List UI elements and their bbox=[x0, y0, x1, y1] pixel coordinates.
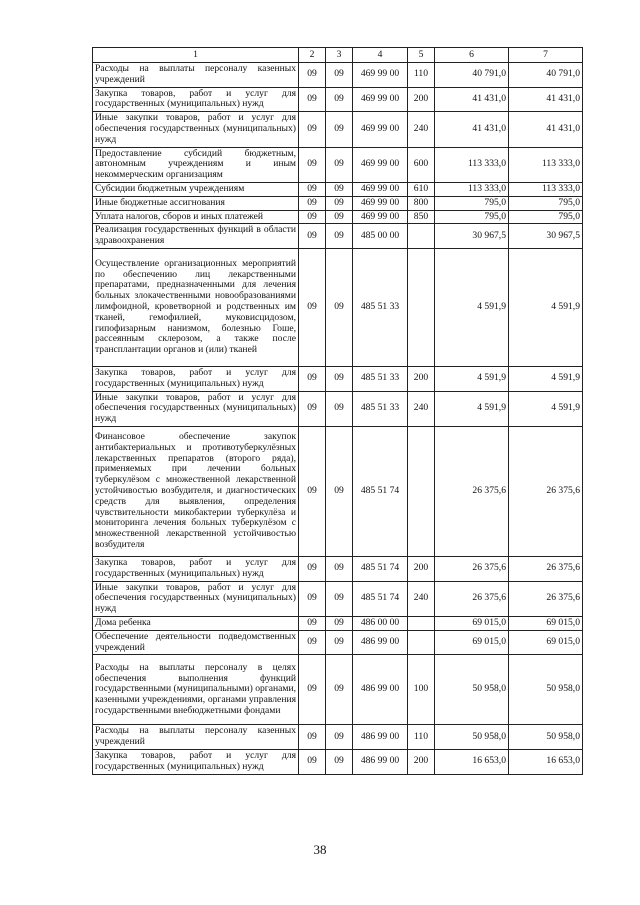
target-article-code: 485 51 74 bbox=[353, 426, 408, 556]
table-row bbox=[93, 426, 583, 556]
subsection-code: 09 bbox=[326, 391, 353, 426]
expense-type-code: 200 bbox=[408, 87, 435, 112]
section-code: 09 bbox=[299, 224, 326, 249]
amount-col7: 41 431,0 bbox=[509, 112, 583, 147]
row-name: Закупка товаров, работ и услуг для государственных (муниципальных) нужд bbox=[93, 87, 299, 112]
subsection-code: 09 bbox=[326, 210, 353, 224]
col-header-4: 4 bbox=[353, 48, 408, 63]
col-header-6: 6 bbox=[435, 48, 509, 63]
col-header-1: 1 bbox=[93, 48, 299, 63]
subsection-code: 09 bbox=[326, 248, 353, 366]
amount-col6: 40 791,0 bbox=[435, 63, 509, 88]
section-code: 09 bbox=[299, 556, 326, 581]
expense-type-code: 110 bbox=[408, 63, 435, 88]
subsection-code: 09 bbox=[326, 224, 353, 249]
expense-type-code bbox=[408, 224, 435, 249]
target-article-code: 486 99 00 bbox=[353, 749, 408, 774]
amount-col6: 30 967,5 bbox=[435, 224, 509, 249]
expense-type-code bbox=[408, 426, 435, 556]
amount-col6: 4 591,9 bbox=[435, 248, 509, 366]
expense-type-code: 240 bbox=[408, 581, 435, 616]
section-code: 09 bbox=[299, 366, 326, 391]
amount-col6: 41 431,0 bbox=[435, 87, 509, 112]
target-article-code: 469 99 00 bbox=[353, 196, 408, 210]
target-article-code: 485 51 74 bbox=[353, 581, 408, 616]
target-article-code: 486 99 00 bbox=[353, 725, 408, 750]
table-row bbox=[93, 630, 583, 655]
section-code: 09 bbox=[299, 581, 326, 616]
amount-col7: 69 015,0 bbox=[509, 616, 583, 630]
section-code: 09 bbox=[299, 391, 326, 426]
amount-col7: 16 653,0 bbox=[509, 749, 583, 774]
target-article-code: 469 99 00 bbox=[353, 147, 408, 182]
row-name: Дома ребенка bbox=[93, 616, 299, 630]
section-code: 09 bbox=[299, 655, 326, 725]
subsection-code: 09 bbox=[326, 725, 353, 750]
amount-col6: 113 333,0 bbox=[435, 147, 509, 182]
col-header-3: 3 bbox=[326, 48, 353, 63]
row-name: Закупка товаров, работ и услуг для государственных (муниципальных) нужд bbox=[93, 556, 299, 581]
expense-type-code: 200 bbox=[408, 366, 435, 391]
section-code: 09 bbox=[299, 87, 326, 112]
target-article-code: 485 51 33 bbox=[353, 366, 408, 391]
subsection-code: 09 bbox=[326, 182, 353, 196]
amount-col6: 4 591,9 bbox=[435, 366, 509, 391]
table-row bbox=[93, 87, 583, 112]
col-header-5: 5 bbox=[408, 48, 435, 63]
table-row bbox=[93, 391, 583, 426]
amount-col6: 41 431,0 bbox=[435, 112, 509, 147]
expense-type-code: 610 bbox=[408, 182, 435, 196]
subsection-code: 09 bbox=[326, 426, 353, 556]
section-code: 09 bbox=[299, 147, 326, 182]
target-article-code: 469 99 00 bbox=[353, 182, 408, 196]
page-number: 38 bbox=[313, 842, 327, 857]
table-row bbox=[93, 196, 583, 210]
table-row bbox=[93, 616, 583, 630]
row-name: Расходы на выплаты персоналу казенных учреждений bbox=[93, 63, 299, 88]
row-name: Закупка товаров, работ и услуг для государственных (муниципальных) нужд bbox=[93, 366, 299, 391]
subsection-code: 09 bbox=[326, 87, 353, 112]
table-row bbox=[93, 147, 583, 182]
amount-col6: 50 958,0 bbox=[435, 725, 509, 750]
row-name: Реализация государственных функций в области здравоохранения bbox=[93, 224, 299, 249]
expense-type-code: 600 bbox=[408, 147, 435, 182]
amount-col6: 795,0 bbox=[435, 196, 509, 210]
amount-col7: 26 375,6 bbox=[509, 556, 583, 581]
subsection-code: 09 bbox=[326, 749, 353, 774]
section-code: 09 bbox=[299, 182, 326, 196]
amount-col6: 4 591,9 bbox=[435, 391, 509, 426]
row-name: Расходы на выплаты персоналу казенных учреждений bbox=[93, 725, 299, 750]
table-row bbox=[93, 749, 583, 774]
expense-type-code: 100 bbox=[408, 655, 435, 725]
row-name: Иные закупки товаров, работ и услуг для обеспечения государственных (муниципальных) нужд bbox=[93, 581, 299, 616]
target-article-code: 469 99 00 bbox=[353, 87, 408, 112]
col-header-7: 7 bbox=[509, 48, 583, 63]
amount-col6: 795,0 bbox=[435, 210, 509, 224]
expense-type-code bbox=[408, 248, 435, 366]
row-name: Закупка товаров, работ и услуг для государственных (муниципальных) нужд bbox=[93, 749, 299, 774]
row-name: Финансовое обеспечение закупок антибактериальных и противотуберкулёзных лекарственных препаратов (второго ряда), применяемых при лечении больных туберкулёзом с множественной лекарственной устойчивостью возбудителя, и диагностических средств для выявления, определения чувствительности микобактерии туберкулёза и мониторинга лечения больных туберкулёзом с множественной лекарственной устойчивостью возбудителя bbox=[93, 426, 299, 556]
amount-col7: 4 591,9 bbox=[509, 391, 583, 426]
table-row bbox=[93, 182, 583, 196]
amount-col7: 26 375,6 bbox=[509, 581, 583, 616]
subsection-code: 09 bbox=[326, 196, 353, 210]
table-row bbox=[93, 248, 583, 366]
subsection-code: 09 bbox=[326, 63, 353, 88]
amount-col7: 795,0 bbox=[509, 210, 583, 224]
section-code: 09 bbox=[299, 63, 326, 88]
table-row bbox=[93, 655, 583, 725]
section-code: 09 bbox=[299, 725, 326, 750]
amount-col6: 26 375,6 bbox=[435, 426, 509, 556]
section-code: 09 bbox=[299, 630, 326, 655]
table-row bbox=[93, 366, 583, 391]
row-name: Субсидии бюджетным учреждениям bbox=[93, 182, 299, 196]
expense-type-code: 200 bbox=[408, 749, 435, 774]
amount-col7: 795,0 bbox=[509, 196, 583, 210]
amount-col6: 113 333,0 bbox=[435, 182, 509, 196]
subsection-code: 09 bbox=[326, 655, 353, 725]
table-row bbox=[93, 581, 583, 616]
target-article-code: 485 51 74 bbox=[353, 556, 408, 581]
amount-col7: 113 333,0 bbox=[509, 147, 583, 182]
amount-col7: 113 333,0 bbox=[509, 182, 583, 196]
expense-type-code bbox=[408, 630, 435, 655]
col-header-2: 2 bbox=[299, 48, 326, 63]
table-row bbox=[93, 725, 583, 750]
amount-col7: 40 791,0 bbox=[509, 63, 583, 88]
expense-type-code: 200 bbox=[408, 556, 435, 581]
expense-type-code: 110 bbox=[408, 725, 435, 750]
table-row bbox=[93, 63, 583, 88]
amount-col7: 50 958,0 bbox=[509, 655, 583, 725]
table-row bbox=[93, 224, 583, 249]
section-code: 09 bbox=[299, 112, 326, 147]
amount-col7: 50 958,0 bbox=[509, 725, 583, 750]
subsection-code: 09 bbox=[326, 147, 353, 182]
target-article-code: 486 99 00 bbox=[353, 655, 408, 725]
amount-col7: 30 967,5 bbox=[509, 224, 583, 249]
target-article-code: 469 99 00 bbox=[353, 63, 408, 88]
amount-col6: 26 375,6 bbox=[435, 581, 509, 616]
section-code: 09 bbox=[299, 248, 326, 366]
target-article-code: 469 99 00 bbox=[353, 112, 408, 147]
table-row bbox=[93, 112, 583, 147]
row-name: Обеспечение деятельности подведомственных учреждений bbox=[93, 630, 299, 655]
amount-col6: 26 375,6 bbox=[435, 556, 509, 581]
table-row bbox=[93, 556, 583, 581]
subsection-code: 09 bbox=[326, 616, 353, 630]
target-article-code: 486 99 00 bbox=[353, 630, 408, 655]
target-article-code: 485 51 33 bbox=[353, 391, 408, 426]
row-name: Иные закупки товаров, работ и услуг для обеспечения государственных (муниципальных) нужд bbox=[93, 112, 299, 147]
section-code: 09 bbox=[299, 616, 326, 630]
amount-col7: 26 375,6 bbox=[509, 426, 583, 556]
table-row bbox=[93, 210, 583, 224]
row-name: Иные закупки товаров, работ и услуг для обеспечения государственных (муниципальных) нужд bbox=[93, 391, 299, 426]
expense-type-code: 800 bbox=[408, 196, 435, 210]
section-code: 09 bbox=[299, 210, 326, 224]
target-article-code: 486 00 00 bbox=[353, 616, 408, 630]
amount-col6: 69 015,0 bbox=[435, 616, 509, 630]
target-article-code: 485 00 00 bbox=[353, 224, 408, 249]
subsection-code: 09 bbox=[326, 112, 353, 147]
subsection-code: 09 bbox=[326, 556, 353, 581]
target-article-code: 485 51 33 bbox=[353, 248, 408, 366]
row-name: Иные бюджетные ассигнования bbox=[93, 196, 299, 210]
amount-col6: 50 958,0 bbox=[435, 655, 509, 725]
section-code: 09 bbox=[299, 196, 326, 210]
header-row bbox=[93, 48, 583, 63]
amount-col7: 4 591,9 bbox=[509, 366, 583, 391]
row-name: Осуществление организационных мероприятий по обеспечению лиц лекарственными препаратами, предназначенными для лечения больных злокачественными новообразованиями лимфоидной, кроветворной и родственных им тканей, гемофилией, муковисцидозом, гипофизарным нанизмом, болезнью Гоше, рассеянным склерозом, а также после трансплантации органов и (или) тканей bbox=[93, 248, 299, 366]
row-name: Расходы на выплаты персоналу в целях обеспечения выполнения функций государственными (муниципальными) органами, казенными учреждениями, органами управления государственными внебюджетными фондами bbox=[93, 655, 299, 725]
amount-col7: 69 015,0 bbox=[509, 630, 583, 655]
subsection-code: 09 bbox=[326, 366, 353, 391]
section-code: 09 bbox=[299, 426, 326, 556]
amount-col6: 16 653,0 bbox=[435, 749, 509, 774]
budget-table bbox=[92, 47, 583, 775]
row-name: Уплата налогов, сборов и иных платежей bbox=[93, 210, 299, 224]
section-code: 09 bbox=[299, 749, 326, 774]
expense-type-code: 240 bbox=[408, 391, 435, 426]
expense-type-code: 240 bbox=[408, 112, 435, 147]
subsection-code: 09 bbox=[326, 630, 353, 655]
target-article-code: 469 99 00 bbox=[353, 210, 408, 224]
amount-col6: 69 015,0 bbox=[435, 630, 509, 655]
expense-type-code: 850 bbox=[408, 210, 435, 224]
subsection-code: 09 bbox=[326, 581, 353, 616]
expense-type-code bbox=[408, 616, 435, 630]
row-name: Предоставление субсидий бюджетным, автономным учреждениям и иным некоммерческим организациям bbox=[93, 147, 299, 182]
amount-col7: 4 591,9 bbox=[509, 248, 583, 366]
amount-col7: 41 431,0 bbox=[509, 87, 583, 112]
